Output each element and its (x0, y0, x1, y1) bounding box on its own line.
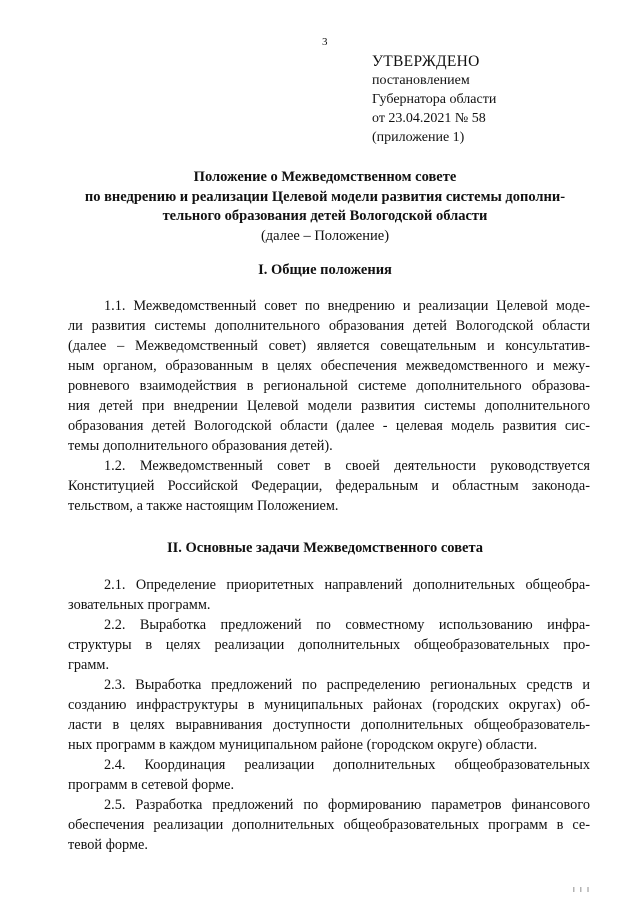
title-line: тельного образования детей Вологодской области (162, 208, 488, 224)
paragraph-line: ным органом, образованным в целях обеспечения межведомственного и межу- (68, 358, 590, 374)
approval-stamp (372, 52, 496, 147)
section-1-heading: I. Общие положения (258, 262, 392, 278)
paragraph-line: темы дополнительного образования детей). (68, 438, 333, 454)
approval-title: УТВЕРЖДЕНО (372, 53, 480, 70)
paragraph-line: 2.2. Выработка предложений по совместному использованию инфра- (104, 617, 590, 633)
paragraph-line: структуры в целях реализации дополнительных общеобразовательных про- (68, 637, 590, 653)
paragraph-line: зовательных программ. (68, 597, 211, 613)
paragraph-line: ния детей при внедрении Целевой модели развития системы дополнительного (68, 398, 590, 414)
paragraph-line: программ в сетевой форме. (68, 777, 235, 793)
paragraph-line: 2.1. Определение приоритетных направлений дополнительных общеобра- (104, 577, 590, 593)
paragraph-line: 1.1. Межведомственный совет по внедрению и реализации Целевой моде- (104, 298, 590, 314)
page-number: 3 (322, 36, 328, 48)
paragraph-line: ровневого взаимодействия в региональной системе дополнительного образова- (68, 378, 590, 394)
document-title (60, 168, 590, 246)
paragraph-line: грамм. (68, 657, 110, 673)
title-line: Положение о Межведомственном совете (193, 169, 457, 185)
approval-line: Губернатора области (372, 92, 497, 107)
section-2-body (68, 575, 590, 855)
paragraph-line: 2.3. Выработка предложений по распределению региональных средств и (104, 677, 590, 693)
footer-mark: । । । (572, 885, 591, 894)
title-note: (далее – Положение) (260, 227, 390, 244)
paragraph-line: созданию инфраструктуры в муниципальных районах (городских округах) об- (68, 697, 590, 713)
title-line: по внедрению и реализации Целевой модели развития системы дополни- (84, 188, 566, 205)
section-2-heading: II. Основные задачи Межведомственного совета (166, 540, 484, 556)
paragraph-line: ласти в целях выравнивания доступности дополнительных общеобразователь- (68, 717, 590, 733)
approval-appendix: (приложение 1) (372, 130, 465, 145)
paragraph-line: ных программ в каждом муниципальном районе (городском округе) области. (68, 737, 538, 753)
paragraph-line: тельством, а также настоящим Положением. (68, 498, 339, 514)
section-1-body (68, 296, 590, 516)
paragraph-line: 2.4. Координация реализации дополнительных общеобразовательных (104, 757, 590, 773)
paragraph-line: (далее – Межведомственный совет) является совещательным и консультатив- (68, 338, 590, 354)
paragraph-line: тевой форме. (68, 837, 148, 853)
paragraph-line: образования детей Вологодской области (далее - целевая модель развития сис- (68, 418, 590, 434)
approval-line: постановлением (372, 73, 470, 88)
paragraph-line: 1.2. Межведомственный совет в своей деятельности руководствуется (104, 458, 590, 474)
paragraph-line: ли развития системы дополнительного образования детей Вологодской области (68, 318, 590, 334)
paragraph-line: 2.5. Разработка предложений по формированию параметров финансового (104, 797, 590, 813)
paragraph-line: обеспечения реализации дополнительных общеобразовательных программ в се- (68, 817, 590, 833)
approval-date: от 23.04.2021 № 58 (372, 111, 486, 126)
paragraph-line: Конституцией Российской Федерации, федеральным и областным законода- (68, 478, 590, 494)
